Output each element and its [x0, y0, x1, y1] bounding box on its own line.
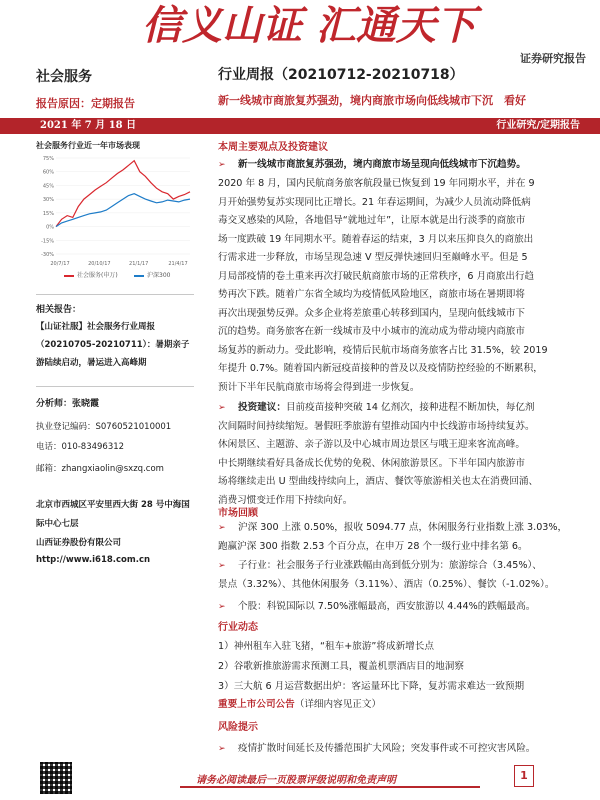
x-tick-label: 21/4/17	[168, 261, 188, 267]
email-address[interactable]: 邮箱：zhangxiaolin@sxzq.com	[36, 464, 164, 474]
analyst-heading: 分析师：张晓霞	[36, 399, 100, 409]
sidebar-divider	[36, 386, 194, 387]
market-performance-chart	[36, 154, 194, 268]
news-item: 1）神州租车入驻飞猪，“租车+旅游”将成新增长点	[218, 641, 434, 652]
para-line: 月开始强势复苏实现同比正增长。21 年春运期间，为减少人员流动降低病	[218, 196, 531, 208]
cert-number: 执业登记编码：S0760521010001	[36, 422, 172, 432]
para-line: 次间隔时间持续缩短。暑假旺季旅游有望推动国内中长线游市场持续复苏。	[218, 420, 535, 432]
x-tick-label: 21/1/17	[129, 261, 149, 267]
chart-legend	[36, 268, 194, 280]
para-line: 消费习惯变迁作用下持续向好。	[218, 494, 353, 506]
para-line: 毒交叉感染的风险，各地倡导“就地过年”，让原本就是出行淡季的商旅市	[218, 215, 526, 226]
bullet-arrow-icon: ➢	[218, 523, 226, 533]
related-reports-heading: 相关报告：	[36, 305, 82, 315]
risk-line	[218, 740, 535, 754]
series-line-industry	[56, 161, 190, 227]
chart-svg	[36, 154, 194, 268]
legend-label-industry: 社会服务(申万)	[77, 272, 118, 279]
advice-line: 目前疫苗接种突破 14 亿剂次，接种进程不断加快，每亿剂	[285, 402, 535, 413]
para-line: 景点（3.32%）、其他休闲服务（3.11%）、酒店（0.25%）、餐饮（-1.02%）。	[218, 578, 555, 590]
legend-label-hs300: 沪深300	[147, 272, 171, 279]
section-heading-risk: 风险提示	[218, 722, 258, 733]
announcements-line	[218, 696, 381, 710]
viewpoint-paragraph	[218, 175, 582, 397]
y-tick-label: 15%	[42, 210, 54, 217]
viewpoint-lead	[218, 156, 526, 170]
y-tick-label: 30%	[42, 197, 54, 204]
y-tick-label: 0%	[46, 224, 54, 231]
investment-advice-paragraph	[218, 399, 582, 510]
legend-swatch-industry	[64, 275, 74, 277]
para-line: 预计下半年民航商旅市场将会得到进一步恢复。	[218, 381, 420, 393]
report-type-label: 证券研究报告	[520, 52, 586, 65]
stock-line-text: 个股：科锐国际以 7.50%涨幅最高，西安旅游以 4.44%的跌幅最高。	[238, 601, 536, 612]
chart-title: 社会服务行业近一年市场表现	[36, 141, 140, 150]
para-line: 场一度跌破 19 年同期水平。随着春运的结束，3 月以来压抑良久的商旅出	[218, 233, 534, 245]
news-item: 3）三大航 6 月运营数据出炉：客运量环比下降，复苏需求难达一致预期	[218, 681, 525, 692]
x-tick-label: 20/7/17	[50, 261, 70, 267]
para-line: 2020 年 8 月，国内民航商务旅客航段量已恢复到 19 年同期水平，并在 9	[218, 178, 535, 189]
y-tick-label: 75%	[42, 156, 54, 162]
news-item: 2）谷歌新推旅游需求预测工具，覆盖机票酒店目的地洞察	[218, 661, 464, 672]
footer-underline	[180, 786, 480, 788]
industry-name: 社会服务	[36, 69, 92, 85]
viewpoint-lead-text: 新一线城市商旅复苏强劲，境内商旅市场呈现向低线城市下沉趋势。	[238, 159, 526, 170]
company-name: 山西证券股份有限公司	[36, 538, 122, 548]
related-report-link[interactable]: 【山证社服】社会服务行业周报（20210705-20210711）：暑期亲子游陆续启动，暑运进入高峰期	[36, 322, 190, 368]
legend-item-hs300	[134, 270, 170, 279]
x-tick-label: 20/10/17	[88, 261, 111, 267]
market-index-paragraph	[218, 519, 582, 556]
para-line: 跑赢沪深 300 指数 2.53 个百分点，在申万 28 个一级行业中排名第 6。	[218, 540, 528, 552]
y-tick-label: 45%	[42, 183, 54, 190]
y-tick-label: -15%	[41, 238, 54, 245]
para-line: 中长期继续看好具备成长优势的免税、休闲旅游景区。下半年国内旅游市	[218, 457, 525, 469]
sub-industry-paragraph	[218, 557, 582, 594]
section-heading-announcements: 重要上市公司公告	[218, 699, 295, 710]
para-line: 势再次下跌。随着广东省全域均为疫情低风险地区，商旅市场在暑期即将	[218, 289, 525, 300]
para-line	[218, 557, 582, 576]
risk-line-text: 疫情扩散时间延长及传播范围扩大风险；突发事件或不可控灾害风险。	[238, 743, 536, 754]
stock-line	[218, 598, 535, 612]
bullet-arrow-icon: ➢	[218, 744, 226, 754]
date-bar	[0, 118, 600, 134]
para-line: 场复苏的新动力。受此影响，疫情后民航市场商务旅客占比 31.5%，较 2019	[218, 344, 548, 356]
para-line: 行需求进一步释放，市场呈现急速 V 型反弹快速回归至巅峰水平。但是 5	[218, 252, 528, 263]
para-line: 月局部疫情的卷土重来再次打破民航商旅市场的正常秩序，6 月商旅出行趋	[218, 270, 535, 282]
para-line: 再次出现强势反弹。众多企业将差旅重心转移到国内，呈现向低线城市下	[218, 307, 525, 319]
para-line	[218, 519, 582, 538]
brand-slogan: 信义山证 汇通天下	[142, 2, 476, 49]
bullet-arrow-icon: ➢	[218, 160, 226, 170]
bullet-arrow-icon: ➢	[218, 602, 226, 612]
report-category: 行业研究/定期报告	[496, 120, 580, 131]
para-line	[218, 399, 582, 418]
bullet-arrow-icon: ➢	[218, 403, 226, 413]
para-line: 休闲景区、主题游、亲子游以及中心城市周边景区与哦王迎来客流高峰。	[218, 439, 525, 450]
disclaimer-note: 请务必阅读最后一页股票评级说明和免责声明	[196, 775, 396, 786]
legend-swatch-hs300	[134, 275, 144, 277]
company-address-line-2: 际中心七层	[36, 519, 79, 529]
phone-number: 电话：010-83496312	[36, 442, 125, 452]
y-tick-label: 60%	[42, 169, 54, 176]
sidebar-divider	[36, 294, 194, 295]
legend-item-industry	[64, 270, 118, 279]
report-subtitle: 新一线城市商旅复苏强劲，境内商旅市场向低线城市下沉 看好	[218, 94, 526, 107]
para-line: 场将继续走出 U 型曲线持续向上，酒店、餐饮等旅游相关也太在消费回涌、	[218, 476, 539, 487]
section-heading-industry-news: 行业动态	[218, 622, 258, 633]
para-line: 沉的趋势。商务旅客在新一线城市及中小城市的流动成为带动境内商旅市	[218, 326, 525, 337]
para-line: 年提升 0.7%。随着国内新冠疫苗接种的普及以及疫情防控经验的不断累积，	[218, 363, 543, 374]
report-title: 行业周报（20210712-20210718）	[218, 67, 464, 83]
sub-industry-line: 子行业：社会服务子行业涨跌幅由高到低分别为：旅游综合（3.45%）、	[238, 560, 542, 571]
title-block	[218, 64, 588, 108]
advice-lead: 投资建议：	[238, 402, 286, 413]
report-date: 2021 年 7 月 18 日	[40, 120, 137, 131]
qr-code[interactable]	[40, 762, 72, 794]
company-website[interactable]: http://www.i618.com.cn	[36, 555, 151, 565]
page-number: 1	[514, 765, 534, 787]
bullet-arrow-icon: ➢	[218, 561, 226, 571]
company-address-line-1: 北京市西城区平安里西大街 28 号中海国	[36, 500, 190, 510]
report-reason: 报告原因：定期报告	[36, 97, 135, 110]
section-heading-market-review: 市场回顾	[218, 508, 258, 519]
announcements-note: （详细内容见正文）	[294, 699, 382, 710]
market-line: 沪深 300 上涨 0.50%，报收 5094.77 点，休闲服务行业指数上涨 3.03%，	[238, 522, 568, 533]
page-header	[0, 0, 600, 65]
section-heading-views: 本周主要观点及投资建议	[218, 142, 328, 153]
y-tick-label: -30%	[41, 252, 54, 258]
